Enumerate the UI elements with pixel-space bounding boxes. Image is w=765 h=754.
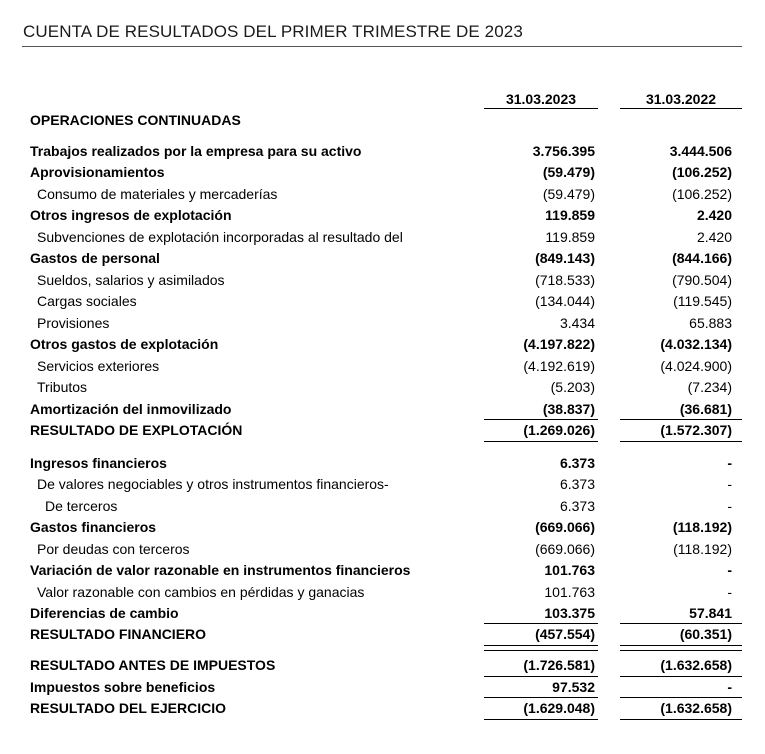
statement-row [0, 474, 765, 494]
subtotal-rule [484, 650, 598, 651]
row-label: Provisiones [37, 315, 110, 331]
value-2023: (59.479) [542, 186, 595, 202]
value-2023: 101.763 [544, 584, 595, 600]
statement-row [0, 496, 765, 516]
value-2022: 65.883 [689, 315, 732, 331]
row-label: Por deudas con terceros [37, 541, 190, 557]
value-2023: 119.859 [545, 229, 595, 245]
row-label: Ingresos financieros [30, 455, 167, 471]
value-2022: (7.234) [687, 379, 732, 395]
subtotal-rule [620, 645, 742, 646]
row-label: De valores negociables y otros instrumentos financieros- [37, 476, 389, 492]
statement-row [0, 248, 765, 268]
statement-row [0, 677, 765, 697]
column-header-underline [620, 108, 742, 109]
subtotal-row [0, 420, 765, 440]
value-2023: (849.143) [535, 250, 595, 266]
value-2022: 2.420 [696, 229, 732, 245]
statement-row [0, 313, 765, 333]
row-label: Sueldos, salarios y asimilados [37, 272, 225, 288]
value-2023: (1.269.026) [523, 422, 595, 438]
value-2022: - [727, 498, 732, 514]
statement-title: CUENTA DE RESULTADOS DEL PRIMER TRIMESTRE DE 2023 [23, 22, 523, 41]
value-2023: 103.375 [544, 605, 595, 621]
subtotal-rule [484, 645, 598, 646]
row-label: RESULTADO ANTES DE IMPUESTOS [30, 657, 276, 673]
subtotal-row [0, 655, 765, 675]
value-2022: (106.252) [672, 164, 732, 180]
statement-row [0, 356, 765, 376]
row-label: RESULTADO DE EXPLOTACIÓN [30, 422, 243, 438]
statement-row [0, 603, 765, 623]
column-header-underline [484, 108, 598, 109]
value-2022: - [727, 562, 732, 578]
subtotal-rule [620, 650, 742, 651]
value-2023: 6.373 [559, 498, 595, 514]
statement-row [0, 539, 765, 559]
statement-row [0, 453, 765, 473]
statement-row [0, 162, 765, 182]
row-label: Amortización del inmovilizado [30, 401, 232, 417]
statement-row [0, 399, 765, 419]
value-2023: (4.197.822) [523, 336, 595, 352]
row-label: Servicios exteriores [37, 358, 160, 374]
value-2022: (60.351) [679, 626, 732, 642]
statement-row [0, 184, 765, 204]
value-2023: (38.837) [542, 401, 595, 417]
value-2023: 6.373 [559, 476, 595, 492]
statement-row [0, 334, 765, 354]
value-2023: 97.532 [552, 679, 595, 695]
value-2023: (4.192.619) [523, 358, 595, 374]
value-2022: (36.681) [679, 401, 732, 417]
value-2022: (790.504) [672, 272, 732, 288]
value-2022: (4.032.134) [660, 336, 732, 352]
row-label: Otros gastos de explotación [30, 336, 219, 352]
value-2022: (844.166) [672, 250, 732, 266]
row-label: Valor razonable con cambios en pérdidas y ganacias [37, 584, 365, 600]
value-2023: (1.629.048) [523, 700, 595, 716]
statement-row [0, 270, 765, 290]
row-label: Tributos [37, 379, 88, 395]
statement-row [0, 205, 765, 225]
row-label: Otros ingresos de explotación [30, 207, 232, 223]
statement-row [0, 560, 765, 580]
row-label: Aprovisionamientos [30, 164, 165, 180]
statement-row [0, 291, 765, 311]
statement-row [0, 582, 765, 602]
section-heading-row [0, 110, 765, 130]
value-2022: (118.192) [672, 519, 732, 535]
row-label: Variación de valor razonable en instrumentos financieros [30, 562, 411, 578]
value-2023: (669.066) [535, 541, 595, 557]
value-2022: 3.444.506 [669, 143, 732, 159]
statement-row [0, 377, 765, 397]
value-2023: (718.533) [535, 272, 595, 288]
value-2023: (457.554) [535, 626, 595, 642]
value-2022: (1.572.307) [660, 422, 732, 438]
row-label: Impuestos sobre beneficios [30, 679, 216, 695]
value-2022: - [727, 584, 732, 600]
row-label: OPERACIONES CONTINUADAS [30, 112, 241, 128]
value-2022: - [727, 679, 732, 695]
value-2023: 6.373 [559, 455, 595, 471]
value-2023: 3.434 [559, 315, 595, 331]
value-2023: (669.066) [535, 519, 595, 535]
value-2023: 3.756.395 [532, 143, 595, 159]
value-2022: (106.252) [672, 186, 732, 202]
total-row [0, 698, 765, 718]
row-label: Diferencias de cambio [30, 605, 179, 621]
row-label: De terceros [45, 498, 118, 514]
value-2022: (4.024.900) [660, 358, 732, 374]
subtotal-rule [484, 441, 598, 442]
statement-row [0, 517, 765, 537]
title-divider [22, 46, 742, 47]
value-2022: (1.632.658) [660, 657, 732, 673]
row-label: Cargas sociales [37, 293, 137, 309]
value-2023: 101.763 [544, 562, 595, 578]
row-label: Consumo de materiales y mercaderías [37, 186, 278, 202]
row-label: RESULTADO DEL EJERCICIO [30, 700, 227, 716]
value-2022: - [727, 476, 732, 492]
row-label: Trabajos realizados por la empresa para su activo [30, 143, 362, 159]
value-2022: 57.841 [689, 605, 732, 621]
value-2022: - [727, 455, 732, 471]
subtotal-rule [620, 441, 742, 442]
total-rule [620, 719, 742, 720]
total-rule [484, 719, 598, 720]
value-2022: (119.545) [673, 293, 732, 309]
value-2022: 2.420 [696, 207, 732, 223]
row-label: Gastos financieros [30, 519, 157, 535]
value-2022: (118.192) [673, 541, 732, 557]
statement-row [0, 227, 765, 247]
statement-row [0, 141, 765, 161]
value-2023: (1.726.581) [523, 657, 595, 673]
value-2023: 119.859 [545, 207, 595, 223]
subtotal-row [0, 624, 765, 644]
column-header-2022: 31.03.2022 [645, 91, 717, 107]
row-label: Subvenciones de explotación incorporadas al resultado del [37, 229, 403, 245]
row-label: Gastos de personal [30, 250, 160, 266]
value-2022: (1.632.658) [660, 700, 732, 716]
row-label: RESULTADO FINANCIERO [30, 626, 207, 642]
value-2023: (59.479) [542, 164, 595, 180]
value-2023: (134.044) [535, 293, 595, 309]
value-2023: (5.203) [550, 379, 595, 395]
column-header-2023: 31.03.2023 [505, 91, 577, 107]
